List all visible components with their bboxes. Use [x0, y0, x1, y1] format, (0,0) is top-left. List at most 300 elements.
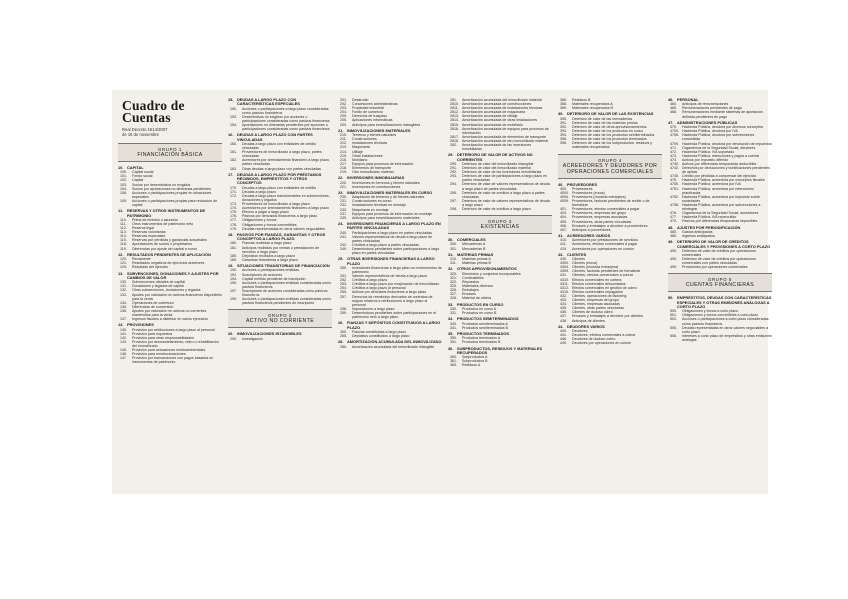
account-name: Anticipos de remuneraciones [682, 102, 729, 107]
account-code: 437. [560, 314, 567, 319]
account-code: 4758. [670, 202, 679, 207]
account-code: 369. [560, 106, 567, 111]
account-code: 391. [560, 120, 567, 125]
account-item [228, 194, 332, 202]
section-code: 16. [228, 132, 234, 138]
account-item [228, 107, 332, 115]
account-section [558, 234, 662, 251]
account-name: Deudas a largo plazo con entidades de crédito vinculadas [242, 141, 317, 151]
section-title: SITUACIONES TRANSITORIAS DE FINANCIACIÓN [237, 263, 330, 269]
account-code: 2810. [450, 102, 459, 107]
account-code: 350. [450, 336, 457, 341]
section-title: PROVISIONES [127, 322, 154, 328]
account-item [338, 247, 442, 255]
account-code: 115. [120, 238, 127, 243]
account-code: 175. [230, 210, 237, 215]
account-code: 4009. [560, 199, 569, 204]
account-item [118, 265, 222, 269]
account-name: Productos semiterminados A [462, 321, 508, 326]
account-name: Deterioro de valor de créditos a largo plazo a partes vinculadas [462, 190, 545, 199]
account-name: Imposiciones a largo plazo [352, 306, 395, 311]
account-name: Activos por impuesto diferido [682, 157, 729, 162]
account-item [558, 341, 662, 345]
account-item [448, 199, 552, 207]
account-section [118, 323, 222, 364]
account-code: 233. [340, 207, 347, 212]
account-continuation [338, 98, 442, 127]
account-section [338, 222, 442, 255]
account-code: 4708. [670, 133, 679, 138]
account-name: Fianzas recibidas a largo plazo [242, 241, 292, 246]
section-title: DEUDORES VARIOS [567, 323, 605, 329]
account-item [448, 340, 552, 344]
account-item [558, 319, 662, 323]
account-name: Garantías financieras a largo plazo [242, 257, 298, 262]
account-name: Provisión para otras responsabilidades [132, 335, 194, 340]
section-title: INMOVILIZACIONES INTANGIBLES [237, 331, 302, 337]
account-name: Instalaciones técnicas [352, 141, 388, 146]
account-name: Gastos anticipados [682, 229, 713, 234]
account-name: Deudores por operaciones en común [572, 341, 632, 346]
account-section [228, 332, 332, 340]
account-code: 460. [670, 102, 677, 107]
account-name: Derechos de reembolso derivados de contratos de seguro relativos a retribuciones a largo plazo al personal [352, 294, 433, 307]
account-code: 132. [120, 288, 127, 293]
account-name: Materiales diversos [462, 284, 493, 289]
account-code: 134. [120, 300, 127, 305]
section-title: INMOVILIZACIONES MATERIALES [347, 127, 411, 133]
account-code: 434. [560, 302, 567, 307]
account-name: Hacienda Pública, deudora por IVA [682, 129, 738, 134]
account-name: Deterioro de valor de créditos por operaciones comerciales [682, 248, 756, 257]
account-code: 170. [230, 185, 237, 190]
account-section [338, 176, 442, 188]
account-name: Propiedad industrial [352, 106, 384, 111]
section-code: 39. [558, 111, 564, 117]
account-item [228, 158, 332, 166]
account-item [338, 235, 442, 243]
account-code: 215. [340, 153, 347, 158]
account-code: 433. [560, 298, 567, 303]
account-code: 4311. [560, 281, 569, 286]
account-code: 253. [340, 282, 347, 287]
account-code: 203. [340, 106, 347, 111]
account-name: Proveedores, empresas del grupo [572, 211, 627, 216]
account-code: 251. [340, 274, 347, 279]
section-heading [668, 240, 772, 249]
account-item [448, 363, 552, 367]
section-code: 41. [558, 233, 564, 239]
account-code: 111. [120, 222, 127, 227]
account-item [228, 258, 332, 262]
account-name: Hacienda Pública, deudora por subvenciones concedidas [682, 133, 755, 142]
account-section [668, 296, 772, 342]
account-name: Proveedores (moneda extranjera) [572, 195, 626, 199]
account-code: 119. [120, 246, 127, 251]
section-title: PASIVOS POR FIANZAS, GARANTÍAS Y OTROS CONCEPTOS A LARGO PLAZO [237, 231, 326, 242]
account-code: 179. [230, 226, 237, 231]
account-name: Remuneraciones pendientes de pago [682, 106, 742, 111]
account-name: Créditos a largo plazo a partes vinculadas [352, 242, 419, 247]
account-code: 104. [120, 186, 127, 191]
account-section [448, 303, 552, 315]
account-code: 330. [450, 306, 457, 311]
group-title: CUENTAS FINANCIERAS [685, 282, 755, 289]
group-name: GRUPO 5 [708, 277, 732, 283]
section-code: 18. [228, 231, 234, 237]
account-code: 112. [120, 226, 127, 231]
account-name: Anticipos a proveedores [572, 227, 611, 232]
account-code: 4300. [560, 261, 569, 266]
account-item [448, 191, 552, 199]
account-item [448, 326, 552, 330]
group-header [118, 143, 222, 162]
account-code: 110. [120, 217, 127, 222]
section-code: 21. [338, 127, 344, 133]
account-item [448, 174, 552, 182]
account-code: 181. [230, 245, 237, 250]
account-name: Efectos comerciales impagados [572, 289, 623, 294]
group-header [448, 215, 552, 234]
account-code: 250. [340, 265, 347, 270]
section-code: 12. [118, 251, 124, 257]
account-code: 237. [340, 211, 347, 216]
account-code: 500. [670, 309, 677, 314]
account-name: Créditos a largo plazo [352, 278, 387, 283]
account-code: 113. [120, 230, 127, 235]
account-name: Reservas voluntarias [132, 230, 166, 235]
account-name: Reservas por pérdidas y ganancias actuariales [132, 238, 207, 243]
section-title: EMPRÉSTITOS, DEUDAS CON CARACTERÍSTICAS ESPECIALES Y OTRAS EMISIONES ANÁLOGAS A CORTO PLAZO [677, 295, 772, 309]
account-code: 290. [450, 162, 457, 166]
account-code: 202. [340, 102, 347, 107]
account-name: Deterioro de valor de otros aprovisionamientos [572, 124, 647, 129]
account-code: 195. [230, 280, 237, 285]
account-item [228, 142, 332, 150]
account-item [118, 247, 222, 251]
account-name: Deterioro de valor de los productos en curso [572, 129, 643, 134]
account-code: 171. [230, 189, 237, 194]
account-section [448, 253, 552, 265]
account-name: Pasivos por derivados financieros a largo plazo [242, 214, 318, 219]
account-name: Productos semiterminados B [462, 325, 508, 330]
account-code: 441. [560, 333, 567, 338]
account-name: Provisión por retribuciones a largo plazo al personal [132, 327, 215, 332]
account-item [338, 334, 442, 338]
account-code: 292. [450, 170, 457, 175]
group-name: GRUPO 1 [158, 147, 182, 152]
account-name: Acciones o participaciones propias en situaciones especiales [132, 190, 212, 199]
account-name: Valores representativos de deuda a largo plazo [352, 274, 428, 279]
account-item [338, 311, 442, 319]
account-code: 281. [450, 98, 457, 102]
account-name: Otras subvenciones, donaciones y legados [132, 288, 201, 293]
account-code: 403. [560, 211, 567, 216]
account-name: Deterioro de valor de las mercaderías [572, 116, 633, 121]
account-code: 466. [670, 110, 677, 115]
account-code: 135. [120, 304, 127, 309]
account-code: 326. [450, 288, 457, 293]
account-code: 2816. [450, 126, 459, 131]
account-code: 474. [670, 157, 677, 162]
account-code: 143. [120, 339, 127, 344]
account-code: 153. [230, 114, 237, 119]
account-item [228, 337, 332, 341]
document-title-line2: Cuentas [122, 110, 171, 125]
section-title: PERSONAL [677, 98, 699, 102]
account-name: Mobiliario [352, 157, 368, 162]
account-name: Otro inmovilizado material [352, 169, 394, 174]
account-name: Hacienda Pública, acreedora por retenciones practicadas [682, 186, 754, 195]
section-title: SUBPRODUCTOS, RESIDUOS Y MATERIALES RECUPERADOS [457, 345, 543, 355]
section-heading [118, 209, 222, 218]
account-name: Material de oficina [462, 296, 492, 301]
account-code: 109. [120, 198, 127, 203]
account-item [228, 123, 332, 131]
account-code: 210. [340, 133, 347, 138]
account-code: 211. [340, 137, 347, 142]
account-code: 440. [560, 329, 567, 334]
account-name: Capital social [132, 170, 154, 175]
account-name: Proveedores, otras partes vinculadas [572, 219, 632, 224]
group-name: GRUPO 4 [598, 157, 622, 163]
account-code: 192. [230, 272, 237, 277]
account-name: Deterioro de valor del inmovilizado intangible [462, 162, 534, 166]
account-name: Deudas a largo plazo transformables en subvenciones, donaciones y legados [242, 193, 330, 202]
account-code: 405. [560, 219, 567, 224]
section-title: RESULTADOS PENDIENTES DE APLICACIÓN [127, 251, 211, 257]
account-name: Participaciones a largo plazo en partes vinculadas [352, 230, 432, 235]
account-name: Amortización acumulada de mobiliario [462, 122, 523, 127]
account-code: 214. [340, 149, 347, 154]
account-section [338, 321, 442, 338]
account-name: Proveedores de inmovilizado a largo plazo [242, 202, 310, 207]
account-name: Desarrollo [352, 98, 369, 102]
account-name: Deudas a largo plazo con entidades de crédito [242, 185, 317, 190]
account-code: 291. [450, 166, 457, 171]
account-code: 108. [120, 190, 127, 195]
account-code: 240. [340, 230, 347, 235]
account-name: Obligaciones y bonos a corto plazo [682, 309, 738, 314]
account-code: 2813. [450, 114, 459, 119]
account-code: 185. [230, 253, 237, 258]
account-item [448, 261, 552, 265]
account-name: Clientes [572, 257, 585, 262]
account-item [338, 123, 442, 127]
account-code: 161. [230, 150, 237, 155]
account-name: Proveedores, empresas asociadas [572, 215, 628, 220]
section-code: 29. [448, 152, 454, 158]
account-name: Materiales recuperados A [572, 102, 613, 107]
section-title: SUBVENCIONES, DONACIONES Y AJUSTES POR CAMBIOS DE VALOR [127, 270, 219, 280]
account-code: 121. [120, 261, 127, 266]
account-code: 404. [560, 215, 567, 220]
account-item [338, 170, 442, 174]
account-code: 136. [120, 308, 127, 313]
group-title: EXISTENCIAS [480, 224, 520, 231]
account-item [228, 227, 332, 231]
account-name: Deudas representadas en otros valores negociables [242, 226, 326, 231]
section-title: OTRAS INVERSIONES FINANCIERAS A LARGO PLAZO [347, 256, 435, 266]
account-name: Valores representativos de deuda a largo plazo de partes vinculadas [352, 234, 433, 243]
account-code: 419. [560, 246, 567, 251]
account-code: 396. [560, 141, 567, 146]
account-section [448, 153, 552, 211]
account-code: 4709. [670, 141, 679, 146]
account-code: 407. [560, 227, 567, 232]
account-code: 4750. [670, 182, 679, 187]
account-code: 282. [450, 143, 457, 148]
account-name: Acreedores por arrendamiento financiero a largo plazo [242, 206, 329, 211]
account-name: Elementos de transporte [352, 165, 392, 170]
section-title: DETERIORO DE VALOR DE LAS EXISTENCIAS [567, 111, 654, 117]
account-code: 212. [340, 141, 347, 146]
account-section [228, 173, 332, 231]
account-name: Aportaciones de socios o propietarios [132, 242, 192, 247]
section-title: PROVEEDORES [567, 181, 598, 187]
account-name: Hacienda Pública, retenciones y pagos a cuenta [682, 153, 759, 158]
section-code: 48. [668, 224, 674, 230]
account-code: 217. [340, 161, 347, 166]
account-name: Ajustes por valoración en activos financieros disponibles para la venta [132, 292, 222, 301]
account-code: 4310. [560, 277, 569, 282]
section-code: 30. [448, 237, 454, 243]
account-code: 470. [670, 125, 677, 130]
section-code: 22. [338, 175, 344, 181]
account-code: 101. [120, 174, 127, 179]
account-code: 300. [450, 242, 457, 247]
account-section [448, 238, 552, 250]
account-code: 239. [340, 215, 347, 220]
account-name: Residuos B [572, 98, 591, 102]
account-code: 129. [120, 265, 127, 270]
account-code: 4745. [670, 174, 679, 179]
account-item [448, 207, 552, 211]
section-code: 44. [558, 323, 564, 329]
account-name: Donaciones y legados de capital [132, 284, 184, 289]
account-item [668, 326, 772, 334]
section-title: MATERIAS PRIMAS [457, 251, 494, 257]
account-code: 197. [230, 288, 237, 293]
section-title: PRODUCTOS SEMITERMINADOS [457, 316, 519, 322]
section-title: FIANZAS Y DEPÓSITOS CONSTITUIDOS A LARGO PLAZO [347, 320, 441, 330]
account-code: 472. [670, 149, 677, 154]
account-code: 4700. [670, 129, 679, 134]
account-name: Materias primas B [462, 261, 491, 266]
account-item [668, 234, 772, 238]
account-code: 449. [560, 341, 567, 346]
account-name: Deterioro de valor del inmovilizado material [462, 166, 531, 171]
account-code: 145. [120, 348, 127, 353]
account-name: Concesiones administrativas [352, 102, 398, 107]
section-title: CAPITAL [127, 165, 144, 170]
account-name: Desembolsos no exigidos por acciones o participaciones consideradas como pasivos financieros [242, 114, 330, 123]
section-title: CLIENTES [567, 251, 587, 257]
account-code: 2812. [450, 110, 459, 115]
account-code: 221. [340, 184, 347, 189]
section-heading [338, 222, 442, 231]
account-name: Acreedores, efectos comerciales a pagar [572, 242, 638, 247]
column-4 [448, 98, 552, 488]
account-code: 340. [450, 321, 457, 326]
account-code: 194. [230, 276, 237, 281]
section-code: 14. [118, 322, 124, 328]
account-code: 301. [450, 246, 457, 251]
account-name: Resultados negativos de ejercicios anteriores [132, 261, 205, 266]
account-name: Proveedores, efectos comerciales a pagar [572, 207, 640, 212]
account-name: Clientes, otras partes vinculadas [572, 306, 624, 311]
account-code: 102. [120, 178, 127, 183]
account-code: 322. [450, 279, 457, 284]
account-name: Amortización acumulada de maquinaria [462, 110, 526, 115]
column-1 [118, 98, 222, 488]
account-code: 249. [340, 246, 347, 251]
account-code: 393. [560, 129, 567, 134]
account-item [228, 289, 332, 297]
account-item [558, 247, 662, 251]
column-5 [558, 98, 662, 488]
account-name: Ajustes por valoración en activos no corrientes mantenidos para la venta [132, 308, 207, 317]
account-name: Hacienda Pública, deudora por diversos conceptos [682, 125, 764, 130]
account-section [228, 264, 332, 305]
account-code: 476. [670, 211, 677, 216]
account-section [668, 98, 772, 119]
account-item [668, 195, 772, 203]
account-code: 178. [230, 222, 237, 227]
account-name: Provisión por desmantelamiento, retiro o rehabilitación del inmovilizado [132, 339, 219, 349]
account-name: Resultado del ejercicio [132, 265, 169, 270]
account-name: Operaciones de cobertura [132, 300, 174, 305]
account-name: Fianzas constituidas a largo plazo [352, 329, 407, 334]
account-code: 361. [450, 359, 457, 364]
account-name: Suscriptores de acciones [242, 272, 283, 277]
account-code: 140. [120, 327, 127, 332]
account-name: Hacienda Pública, acreedora por conceptos fiscales [682, 178, 765, 183]
account-code: 176. [230, 214, 237, 219]
account-name: Organismos de la Seguridad Social, deudores [682, 145, 756, 150]
account-item [668, 249, 772, 257]
account-code: 142. [120, 335, 127, 340]
account-name: Subproductos A [462, 355, 488, 360]
account-item [558, 199, 662, 207]
account-code: 465. [670, 106, 677, 111]
account-name: Materias primas A [462, 257, 491, 262]
account-name: Activos por diferencias temporarias deducibles [682, 162, 757, 166]
account-code: 137. [120, 317, 127, 322]
account-name: Remanente [132, 257, 151, 262]
account-name: Obligaciones y bonos [242, 218, 277, 223]
account-name: Hacienda Pública, acreedora por subvenciones a reintegrar [682, 202, 761, 212]
account-name: Repuestos [462, 279, 480, 284]
account-name: Amortización acumulada de elementos de transporte [462, 134, 547, 139]
account-code: 493. [670, 257, 677, 262]
account-name: Subproductos B [462, 359, 488, 364]
account-item [338, 295, 442, 307]
account-code: 2817. [450, 134, 459, 139]
account-name: Maquinaria en montaje [352, 207, 389, 212]
account-code: 410. [560, 238, 567, 243]
account-code: 390. [560, 116, 567, 121]
account-name: Ingresos anticipados [682, 233, 715, 238]
account-section [338, 257, 442, 319]
account-code: 395. [560, 137, 567, 142]
account-section [558, 325, 662, 346]
section-code: 31. [448, 251, 454, 257]
account-name: Mercaderías A [462, 242, 486, 247]
section-title: DEUDAS A LARGO PLAZO POR PRÉSTAMOS RECIBIDOS, EMPRÉSTITOS Y OTROS CONCEPTOS [237, 171, 322, 186]
account-name: Adaptación de terrenos y de bienes naturales [352, 195, 425, 200]
account-code: 190. [230, 268, 237, 273]
